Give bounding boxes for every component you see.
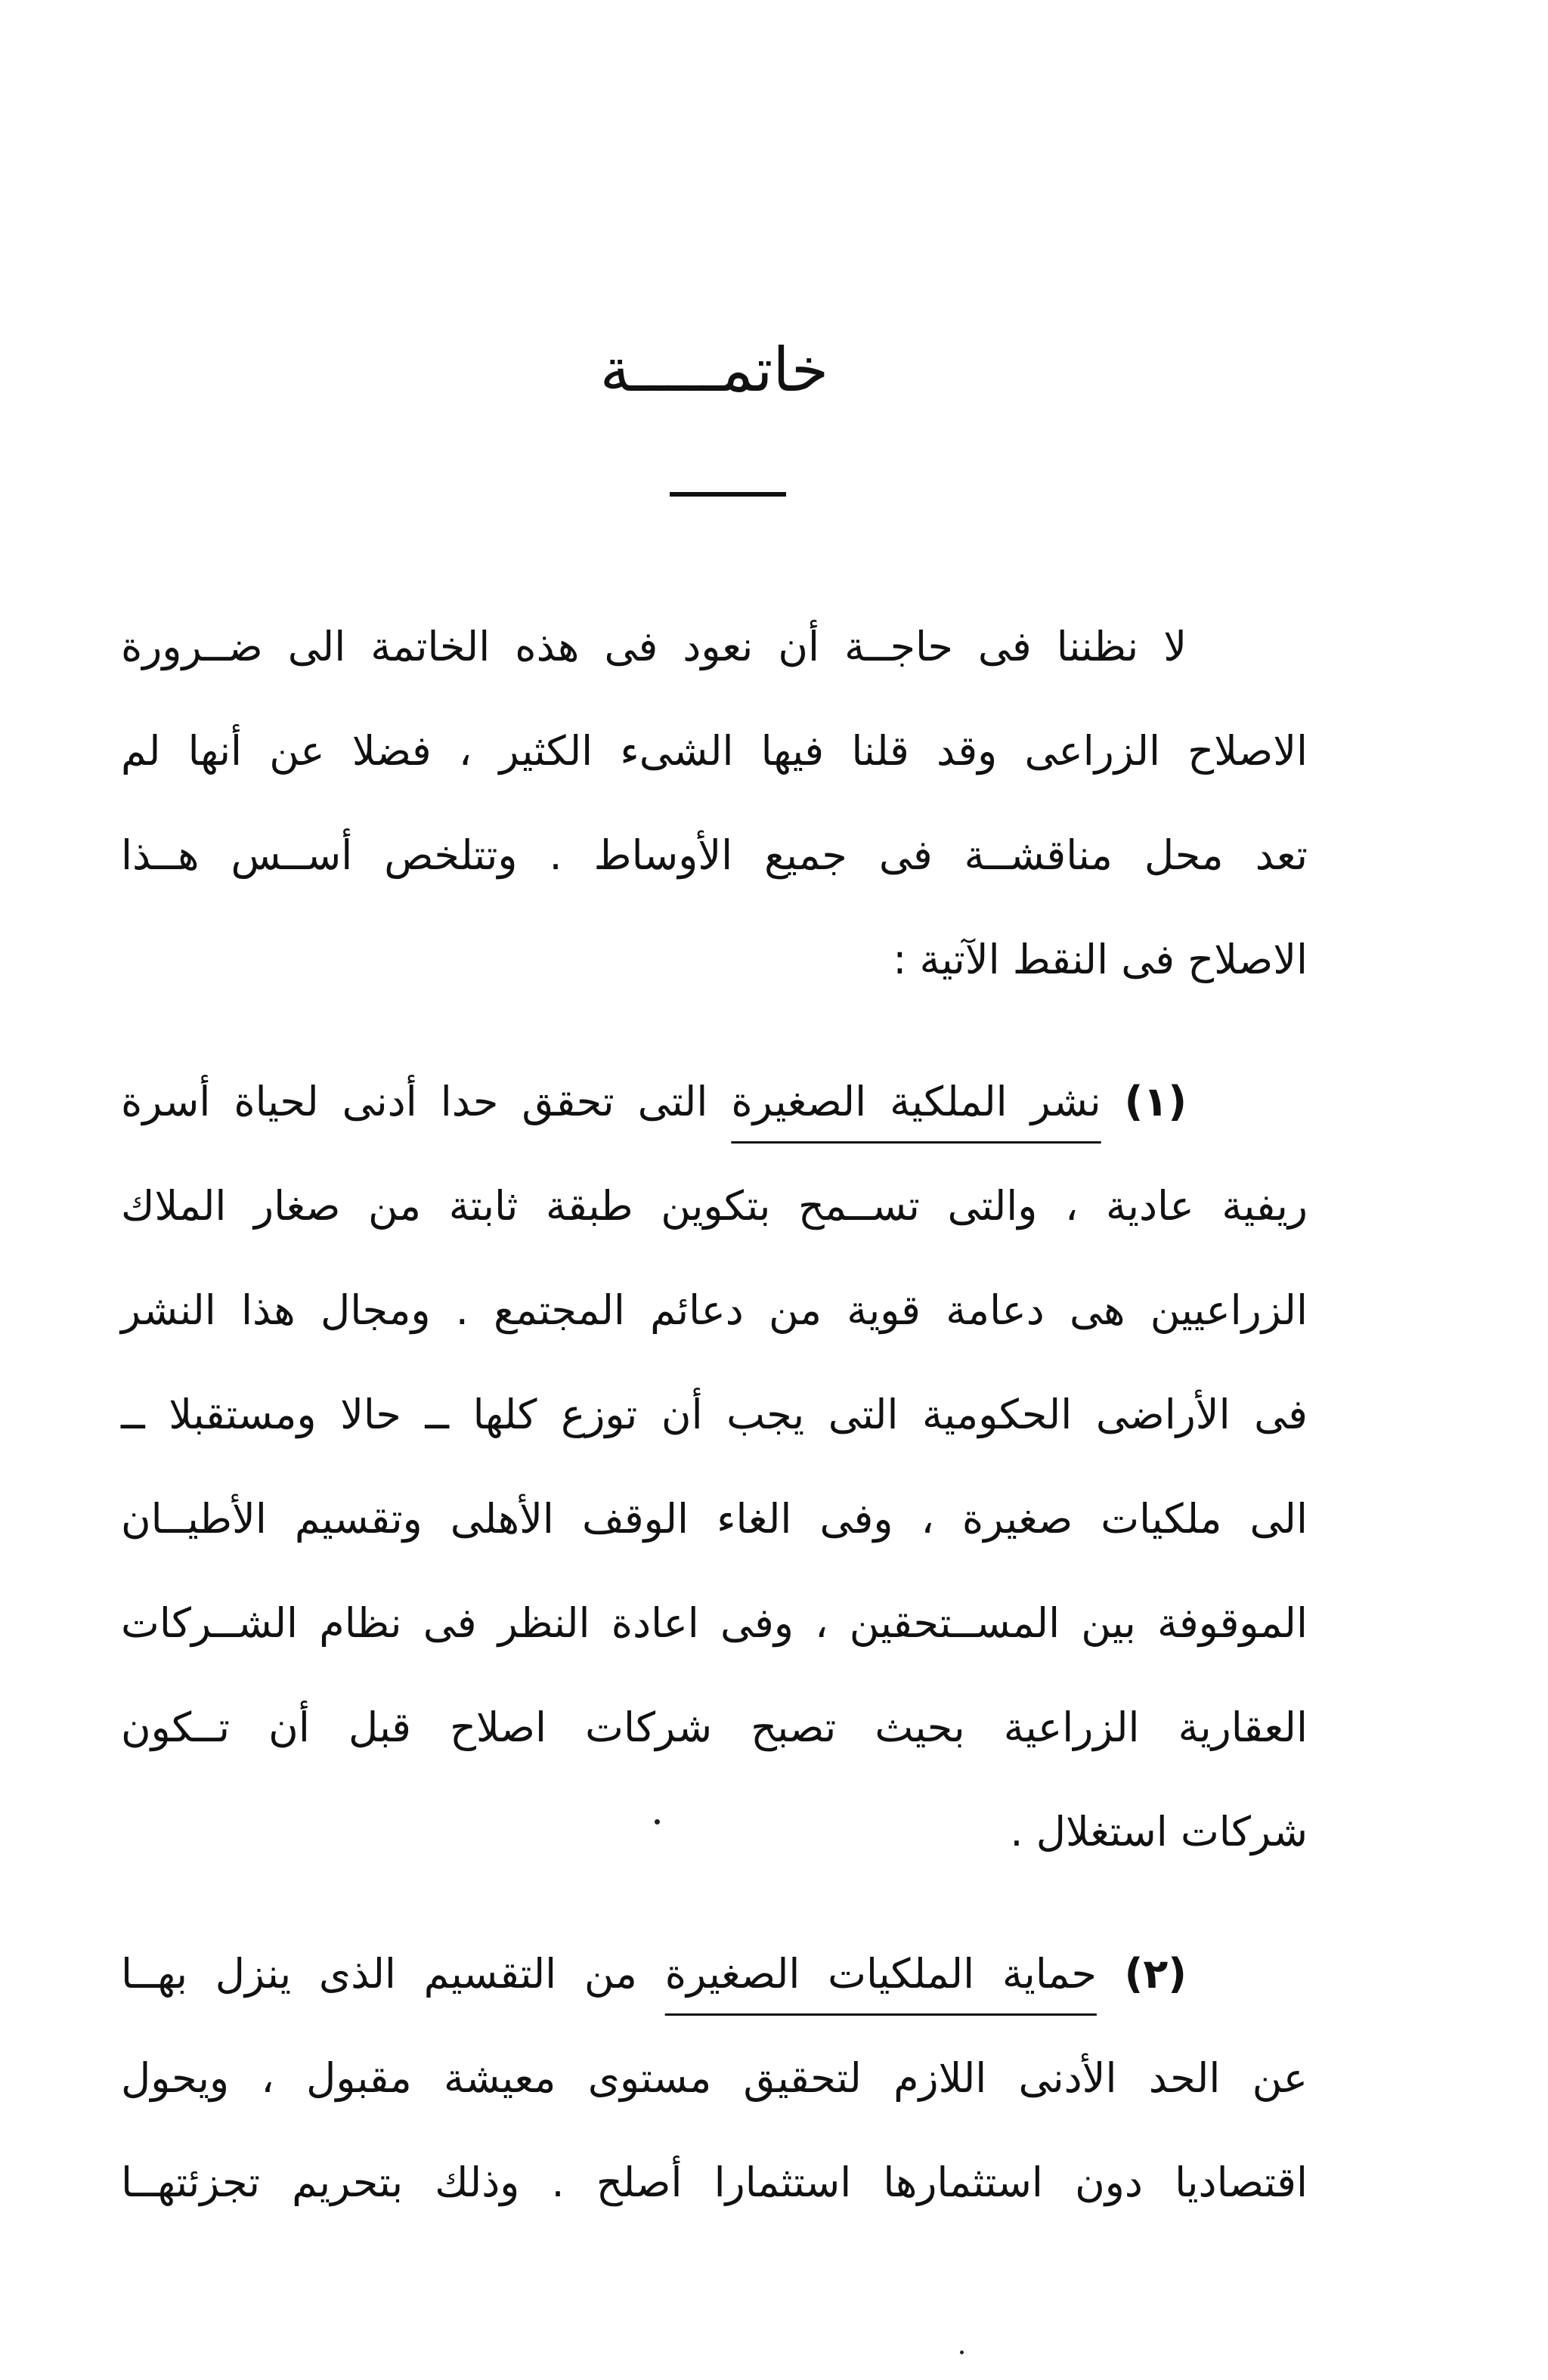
text-line: اقتصاديا دون استثمارها استثمارا أصلح . وذلك بتحريم تجزئتهــا — [121, 2159, 1308, 2206]
title-rule — [670, 492, 786, 497]
text-line: تعد محل مناقشــة فى جميع الأوساط . وتتلخص أســس هــذا — [121, 831, 1308, 879]
point-number: (٢) — [1124, 1950, 1187, 1998]
text-line: فى الأراضى الحكومية التى يجب أن توزع كلها ــ حالا ومستقبلا ــ — [121, 1391, 1308, 1438]
text-line: عن الحد الأدنى اللازم لتحقيق مستوى معيشة مقبول ، ويحول — [121, 2054, 1308, 2102]
text-line-rest: من التقسيم الذى ينزل بهــا — [121, 1950, 637, 1998]
text-line: الى ملكيات صغيرة ، وفى الغاء الوقف الأهلى وتقسيم الأطيــان — [121, 1495, 1308, 1543]
paragraph-intro — [121, 595, 1308, 1012]
text-line — [121, 1050, 1308, 1154]
point-heading: نشر الملكية الصغيرة — [731, 1078, 1101, 1125]
text-line: الزراعيين هى دعامة قوية من دعائم المجتمع . ومجال هذا النشر — [121, 1286, 1308, 1334]
scan-speck — [655, 1819, 660, 1824]
text-line: لا نظننا فى حاجــة أن نعود فى هذه الخاتمة الى ضــرورة — [121, 623, 1187, 670]
chapter-title: خاتمـــــة — [599, 335, 829, 405]
text-line: الموقوفة بين المســتحقين ، وفى اعادة النظر فى نظام الشــركات — [121, 1599, 1308, 1647]
text-line: شركات استغلال . — [1010, 1808, 1308, 1855]
text-line — [121, 1922, 1308, 2026]
paragraph-point-1 — [121, 1050, 1308, 1884]
text-line: ريفية عادية ، والتى تســمح بتكوين طبقة ثابتة من صغار الملاك — [121, 1182, 1308, 1230]
point-number: (١) — [1124, 1078, 1187, 1125]
text-line: الاصلاح فى النقط الآتية : — [893, 936, 1308, 983]
text-line-rest: التى تحقق حدا أدنى لحياة أسرة — [121, 1078, 708, 1125]
paragraph-point-2 — [121, 1922, 1308, 2235]
scan-speck — [960, 2351, 964, 2354]
text-line: الاصلاح الزراعى وقد قلنا فيها الشىء الكثير ، فضلا عن أنها لم — [121, 727, 1308, 775]
text-body — [121, 595, 1308, 2235]
point-heading: حماية الملكيات الصغيرة — [664, 1950, 1097, 1998]
text-line: العقارية الزراعية بحيث تصبح شركات اصلاح قبل أن تــكون — [121, 1704, 1308, 1751]
